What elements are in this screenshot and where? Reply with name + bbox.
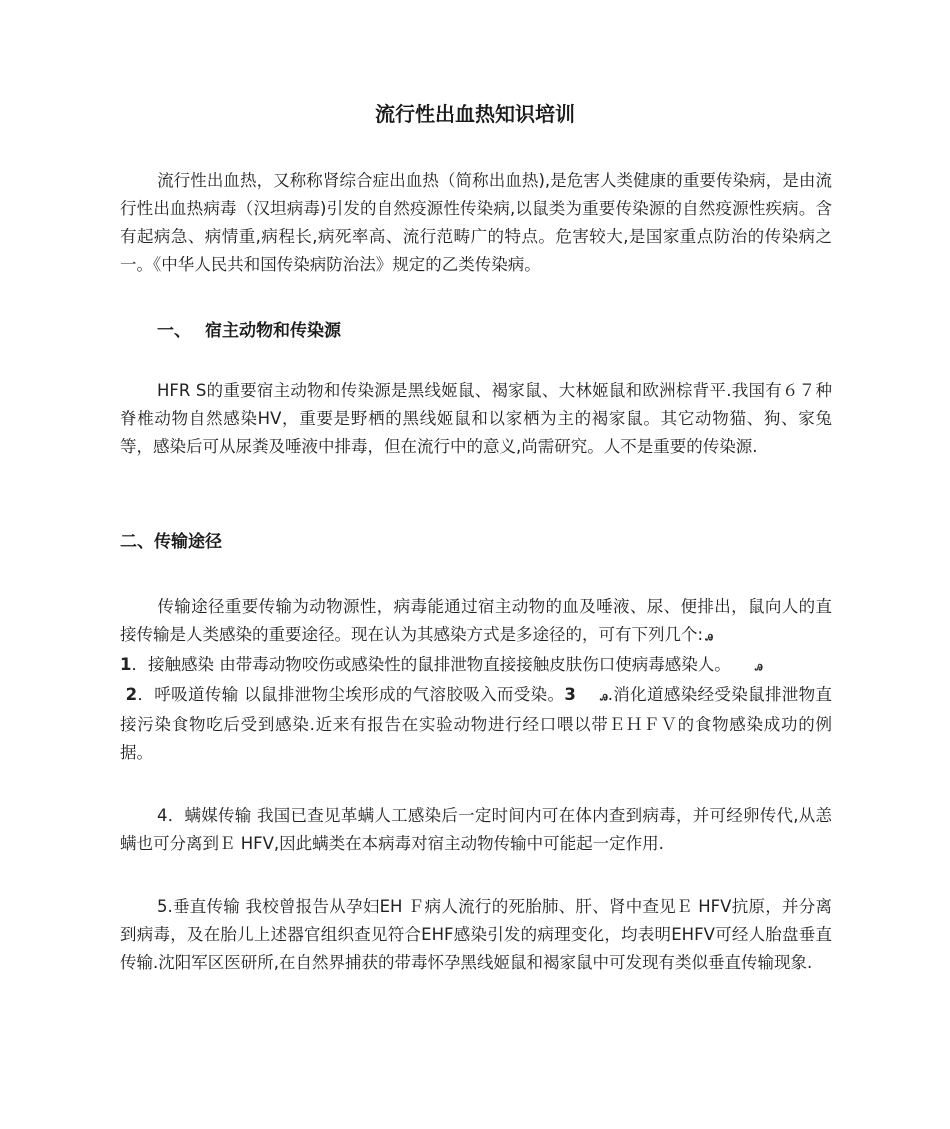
intro-paragraph [120,167,832,279]
bullet-glyph-2: ꭿ [754,659,763,674]
section1-paragraph [120,377,832,461]
intro-text: 流行性出血热，又称称肾综合症出血热（简称出血热),是危害人类健康的重要传染病，是由流行性出血热病毒（汉坦病毒)引发的自然疫源性传染病,以鼠类为重要传染源的自然疫源性疾病。含有起病急、病情重,病程长,病死率高、流行范畴广的特点。危害较大,是国家重点防治的传染病之一。《中华人民共和国传染病防治法》规定的乙类传染病。 [120,171,832,274]
section1-text: HFR S的重要宿主动物和传染源是黑线姬鼠、褐家鼠、大林姬鼠和欧洲棕背平.我国有６７种脊椎动物自然感染HV，重要是野栖的黑线姬鼠和以家栖为主的褐家鼠。其它动物猫、狗、家兔等，感染后可从尿粪及唾液中排毒，但在流行中的意义,尚需研究。人不是重要的传染源. [120,381,832,456]
item3-text: .消化道感染经受染鼠排泄物直接污染食物吃后受到感染.近来有报告在实验动物进行经口喂以带ＥＨＦＶ的食物感染成功的例据。 [120,685,833,762]
item4-paragraph [120,802,832,858]
section2-paragraph [120,593,832,767]
item2-number: 2 [125,685,138,704]
section2-heading: 二、传输途径 [120,532,222,552]
item1-text: ．接触感染 由带毒动物咬伤或感染性的鼠排泄物直接接触皮肤伤口使病毒感染人。 [131,655,731,674]
item3-number: 3 [564,685,576,704]
section1-number: 一、 [157,321,191,341]
item5-text: 5.垂直传输 我校曾报告从孕妇EH Ｆ病人流行的死胎肺、肝、肾中查见Ｅ HFV抗原，并分离到病毒，及在胎儿上述器官组织查见符合EHF感染引发的病理变化，均表明EHFV可经人胎盘垂直传输.沈阳军区医研所,在自然界捕获的带毒怀孕黑线姬鼠和褐家鼠中可发现有类似垂直传输现象. [120,897,832,972]
section1-heading [157,318,341,344]
bullet-glyph-1: ꭿ [705,629,713,644]
item5-paragraph [120,893,832,977]
item4-text: 4．螨媒传输 我国已查见革螨人工感染后一定时间内可在体内查到病毒，并可经卵传代,从恙螨也可分离到Ｅ HFV,因此螨类在本病毒对宿主动物传输中可能起一定作用. [120,806,832,853]
bullet-glyph-3: ꭿ [599,689,608,704]
section2-intro-text: 传输途径重要传输为动物源性，病毒能通过宿主动物的血及唾液、尿、便排出，鼠向人的直接传输是人类感染的重要途径。现在认为其感染方式是多途径的，可有下列几个: [120,597,832,644]
item2-text: ．呼吸道传输 以鼠排泄物尘埃形成的气溶胶吸入而受染。 [137,685,565,704]
document-title: 流行性出血热知识培训 [375,102,575,126]
item1-number: 1 [120,655,132,674]
section1-title: 宿主动物和传染源 [205,321,341,341]
